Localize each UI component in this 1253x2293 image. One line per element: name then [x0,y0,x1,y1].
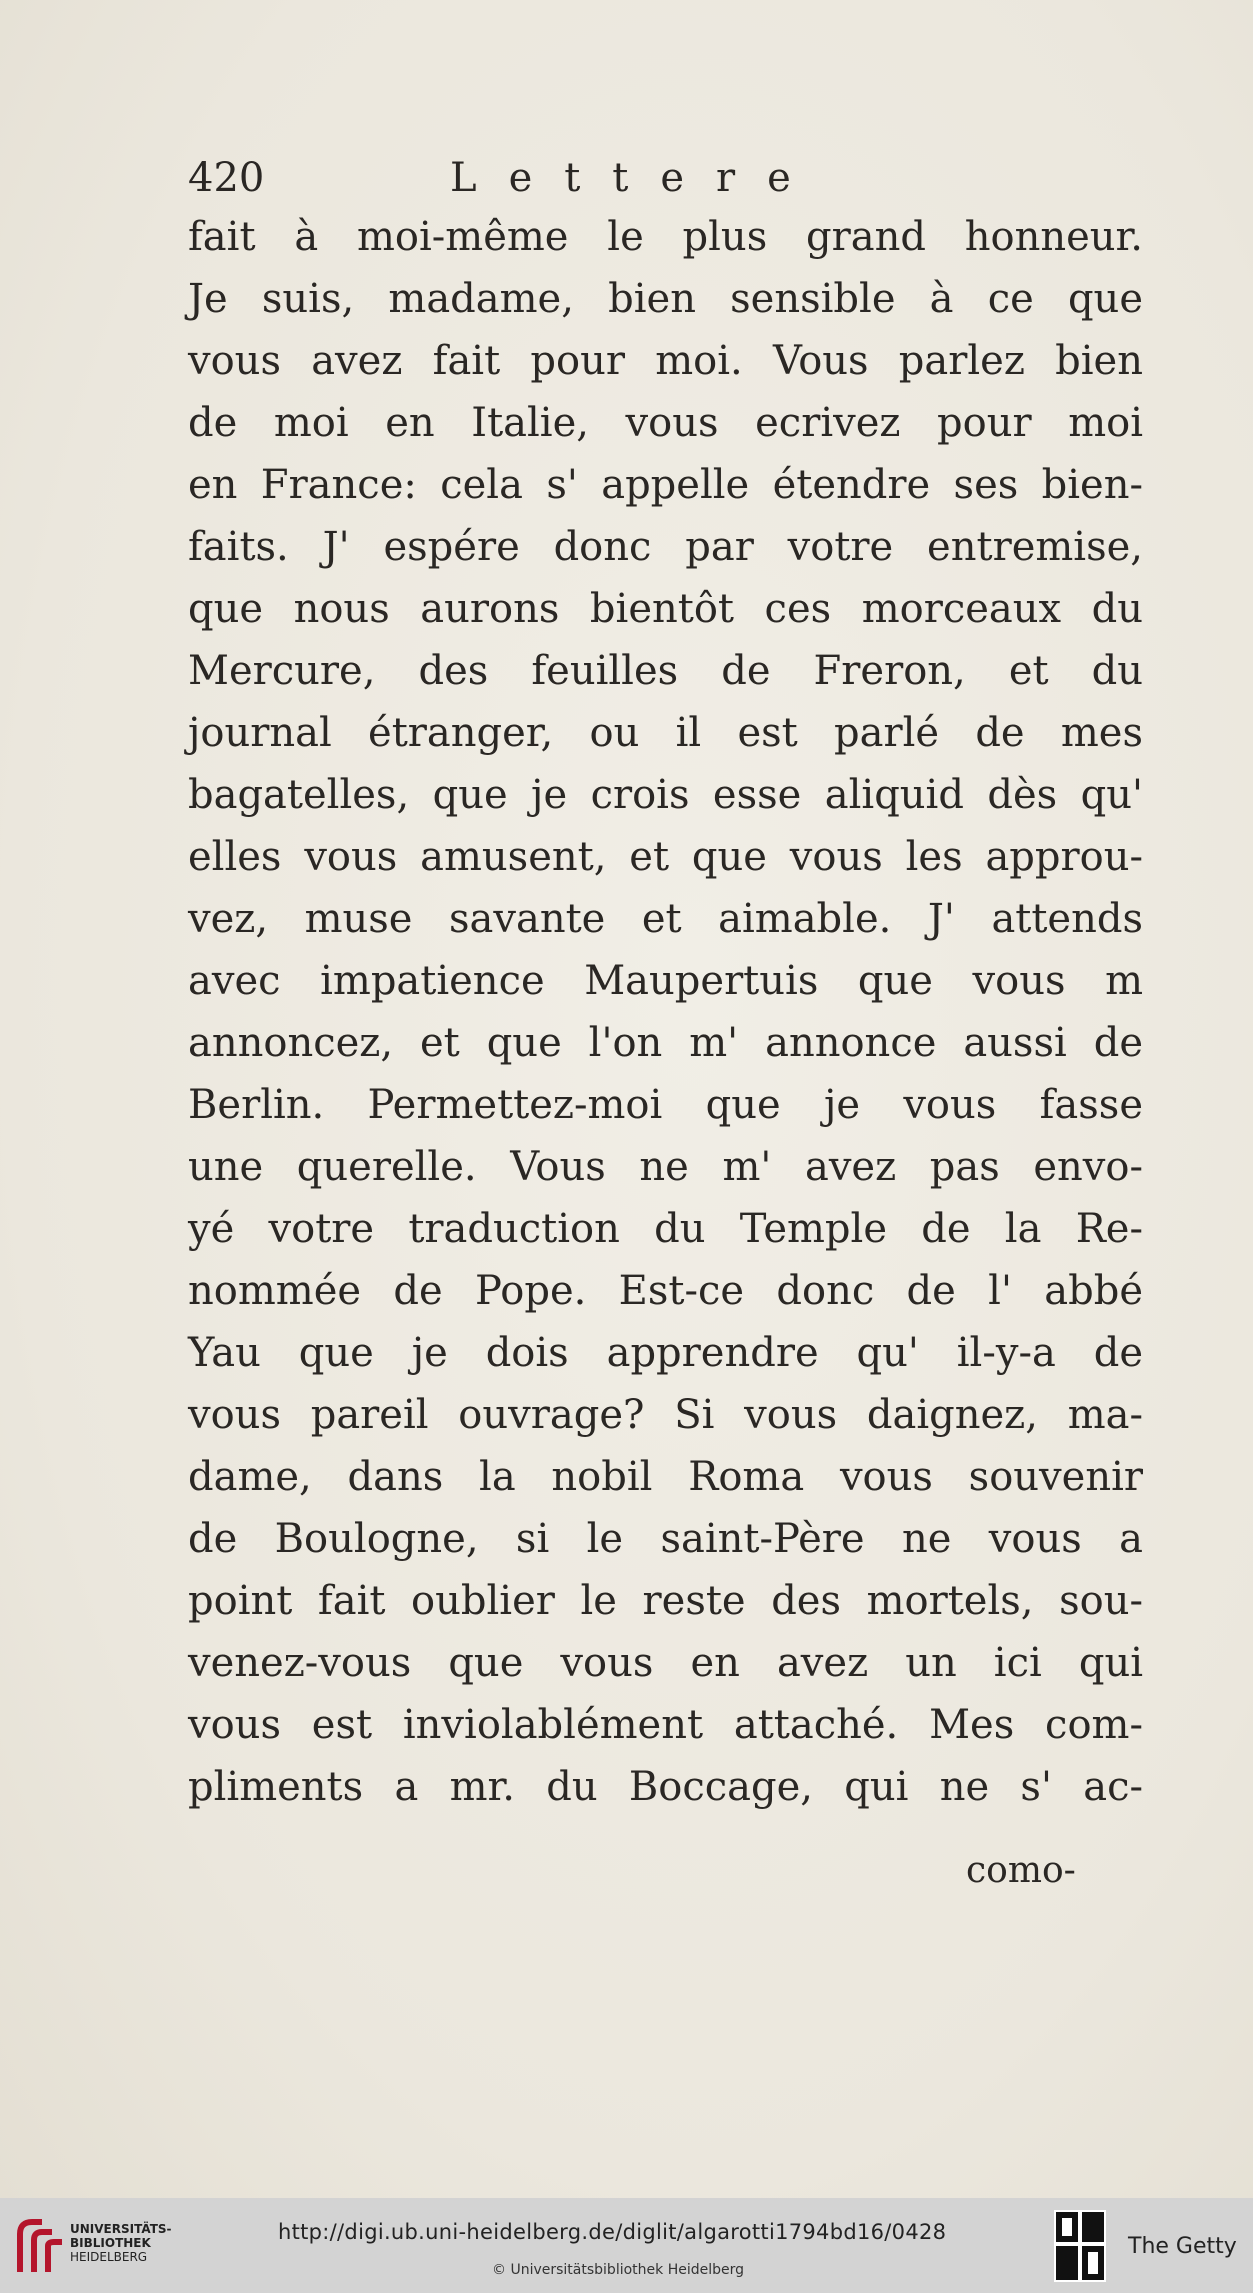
logo-text [70,2222,172,2264]
heidelberg-logo-icon [14,2216,68,2278]
text-line: vous est inviolablément attaché. Mes com- [188,1702,1143,1748]
text-line: venez-vous que vous en avez un ici qui [188,1640,1143,1686]
text-line: dame, dans la nobil Roma vous souvenir [188,1454,1143,1500]
text-line: journal étranger, ou il est parlé de mes [188,710,1143,756]
logo-line-2: BIBLIOTHEK [70,2236,151,2250]
catchword: como- [966,1850,1076,1891]
text-line: elles vous amusent, et que vous les approu- [188,834,1143,880]
text-line: nommée de Pope. Est-ce donc de l' abbé [188,1268,1143,1314]
logo-line-1: UNIVERSITÄTS- [70,2222,172,2236]
text-line: de moi en Italie, vous ecrivez pour moi [188,400,1143,446]
text-line: vous pareil ouvrage? Si vous daignez, ma- [188,1392,1143,1438]
text-line: vous avez fait pour moi. Vous parlez bien [188,338,1143,384]
getty-logo-icon[interactable] [1050,2208,1110,2284]
text-line: en France: cela s' appelle étendre ses bien- [188,462,1143,508]
text-line: Je suis, madame, bien sensible à ce que [188,276,1143,322]
text-line: point fait oublier le reste des mortels, sou- [188,1578,1143,1624]
text-line: avec impatience Maupertuis que vous m [188,958,1143,1004]
text-line: bagatelles, que je crois esse aliquid dès qu' [188,772,1143,818]
viewer-footer [0,2198,1253,2293]
getty-name: The Getty [1128,2234,1237,2259]
permalink-url[interactable]: http://digi.ub.uni-heidelberg.de/diglit/algarotti1794bd16/0428 [278,2220,947,2244]
text-line: faits. J' espére donc par votre entremise, [188,524,1143,570]
text-line: de Boulogne, si le saint-Père ne vous a [188,1516,1143,1562]
text-line: Berlin. Permettez-moi que je vous fasse [188,1082,1143,1128]
text-line: vez, muse savante et aimable. J' attends [188,896,1143,942]
text-line: Yau que je dois apprendre qu' il-y-a de [188,1330,1143,1376]
text-line: yé votre traduction du Temple de la Re- [188,1206,1143,1252]
text-line: Mercure, des feuilles de Freron, et du [188,648,1143,694]
copyright-notice: © Universitätsbibliothek Heidelberg [492,2262,745,2278]
page-number: 420 [188,155,265,201]
logo-line-3: HEIDELBERG [70,2250,148,2264]
running-title: Lettere [450,155,823,201]
text-line: fait à moi-même le plus grand honneur. [188,214,1143,260]
text-line: annoncez, et que l'on m' annonce aussi de [188,1020,1143,1066]
text-line: pliments a mr. du Boccage, qui ne s' ac- [188,1764,1143,1810]
university-library-logo[interactable] [14,2212,172,2280]
text-line: que nous aurons bientôt ces morceaux du [188,586,1143,632]
text-line: une querelle. Vous ne m' avez pas envo- [188,1144,1143,1190]
